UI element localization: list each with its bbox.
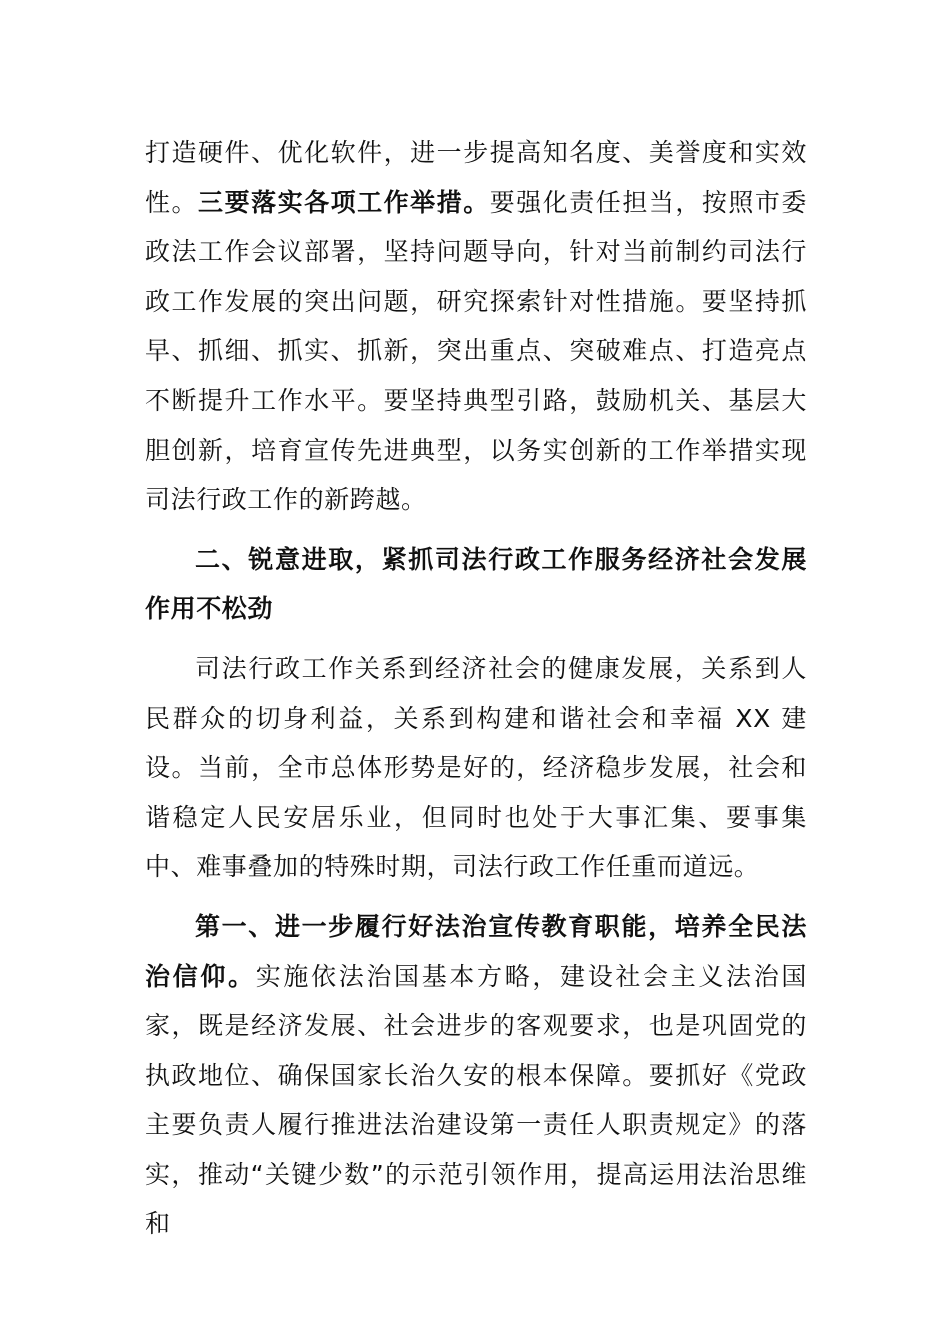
paragraph-text: 打造硬件、优化软件，进一步提高知名度、美誉度和实效性。 <box>145 138 807 217</box>
document-page <box>145 128 807 1249</box>
paragraph-with-bold-lead <box>145 902 807 1249</box>
bold-lead: 三要落实各项工作举措。 <box>198 187 490 217</box>
paragraph-text: 要强化责任担当，按照市委政法工作会议部署，坚持问题导向，针对当前制约司法行政工作发展的突出问题，研究探索针对性措施。要坚持抓早、抓细、抓实、抓新，突出重点、突破难点、打造亮点不断提升工作水平。要坚持典型引路，鼓励机关、基层大胆创新，培育宣传先进典型，以务实创新的工作举措实现司法行政工作的新跨越。 <box>145 187 808 515</box>
section-heading: 二、锐意进取，紧抓司法行政工作服务经济社会发展作用不松劲 <box>145 544 807 624</box>
paragraph: 司法行政工作关系到经济社会的健康发展，关系到人民群众的切身利益，关系到构建和谐社会和幸福 XX 建设。当前，全市总体形势是好的，经济稳步发展，社会和谐稳定人民安居乐业，但同时也处于大事汇集、要事集中、难事叠加的特殊时期，司法行政工作任重而道远。 <box>145 653 807 882</box>
paragraph-continued <box>145 128 807 525</box>
paragraph-text: 实施依法治国基本方略，建设社会主义法治国家，既是经济发展、社会进步的客观要求，也是巩固党的执政地位、确保国家长治久安的根本保障。要抓好《党政主要负责人履行推进法治建设第一责任人职责规定》的落实，推动“关键少数”的示范引领作用，提高运用法治思维和 <box>145 961 807 1239</box>
bold-lead: 第一、进一步履行好法治宣传教育职能，培养全民法治信仰。 <box>145 911 807 991</box>
